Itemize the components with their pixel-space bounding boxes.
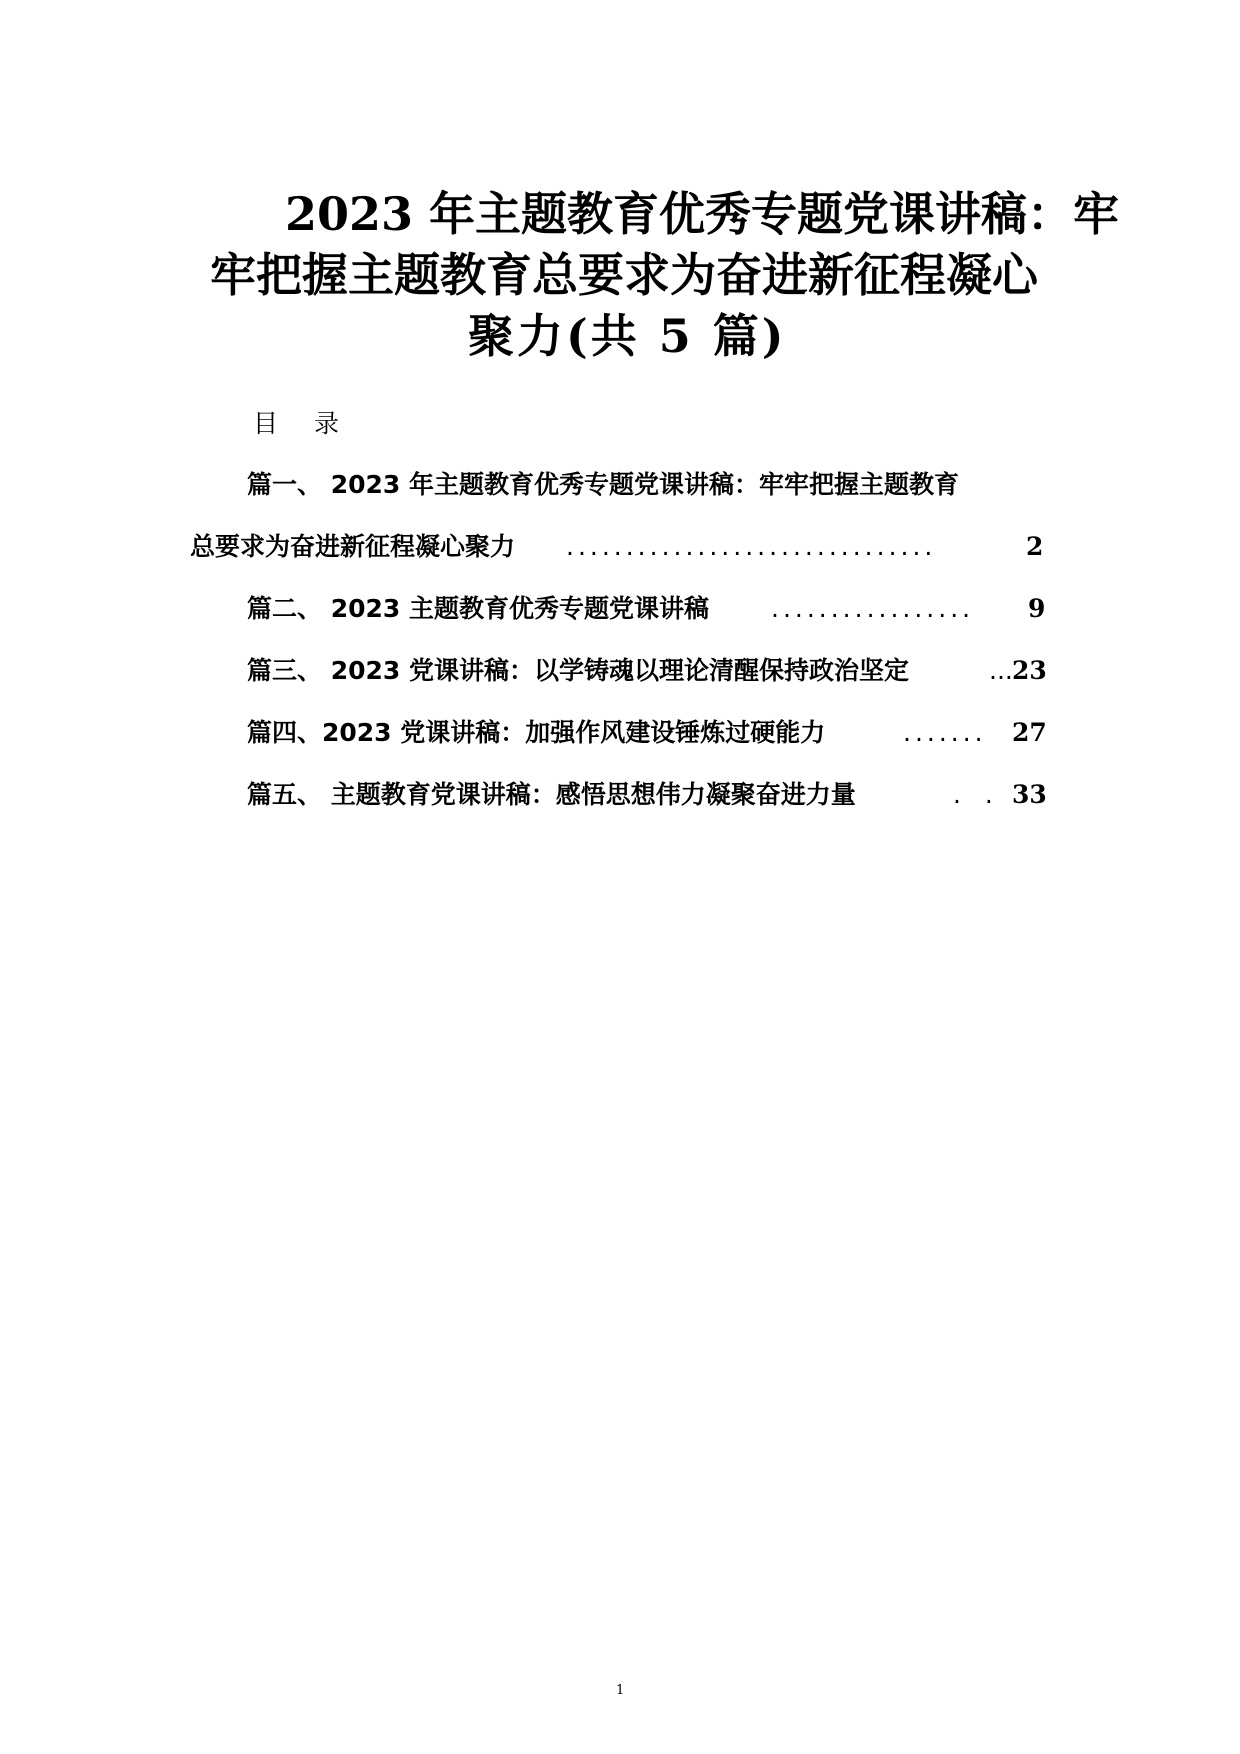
toc-entry-label: 篇五、 主题教育党课讲稿：感悟思想伟力凝聚奋进力量 — [247, 780, 856, 809]
page-number: 1 — [616, 1683, 625, 1698]
toc-entry-label: 篇一、 2023 年主题教育优秀专题党课讲稿：牢牢把握主题教育 — [247, 470, 959, 499]
toc-entry-4[interactable] — [247, 716, 1057, 750]
toc-page-number: 27 — [1012, 718, 1047, 747]
document-title-line-3: 聚力(共 5 篇) — [468, 309, 787, 363]
toc-heading-left: 目 — [253, 409, 279, 438]
toc-entry-3[interactable] — [247, 654, 1057, 688]
toc-leader-dots: ............................... — [566, 532, 937, 561]
toc-entry-1[interactable] — [247, 468, 959, 502]
toc-entry-label: 篇三、 2023 党课讲稿：以学铸魂以理论清醒保持政治坚定 — [247, 656, 909, 685]
document-title-line-1: 2023 年主题教育优秀专题党课讲稿：牢 — [285, 187, 1120, 241]
toc-leader-dots: . . — [953, 780, 1001, 809]
toc-entry-continuation: 总要求为奋进新征程凝心聚力 — [190, 532, 516, 561]
toc-page-number: 33 — [1012, 780, 1047, 809]
toc-entry-label: 篇四、2023 党课讲稿：加强作风建设锤炼过硬能力 — [247, 718, 826, 747]
toc-page-number: 2 — [1026, 532, 1044, 561]
toc-leader-dots: ... — [989, 656, 1013, 685]
toc-leader-dots: ................. — [771, 594, 975, 623]
toc-page-number: 9 — [1028, 594, 1046, 623]
toc-heading — [253, 408, 339, 440]
toc-leader-dots: ....... — [903, 718, 987, 747]
toc-page-number: 23 — [1012, 656, 1047, 685]
toc-entry-label: 篇二、 2023 主题教育优秀专题党课讲稿 — [247, 594, 709, 623]
toc-entry-2[interactable] — [247, 592, 1057, 626]
toc-entry-1-continuation[interactable] — [190, 530, 1050, 564]
toc-heading-right: 录 — [314, 409, 340, 438]
document-title-line-2: 牢把握主题教育总要求为奋进新征程凝心 — [210, 248, 1038, 302]
toc-entry-5[interactable] — [247, 778, 1057, 812]
